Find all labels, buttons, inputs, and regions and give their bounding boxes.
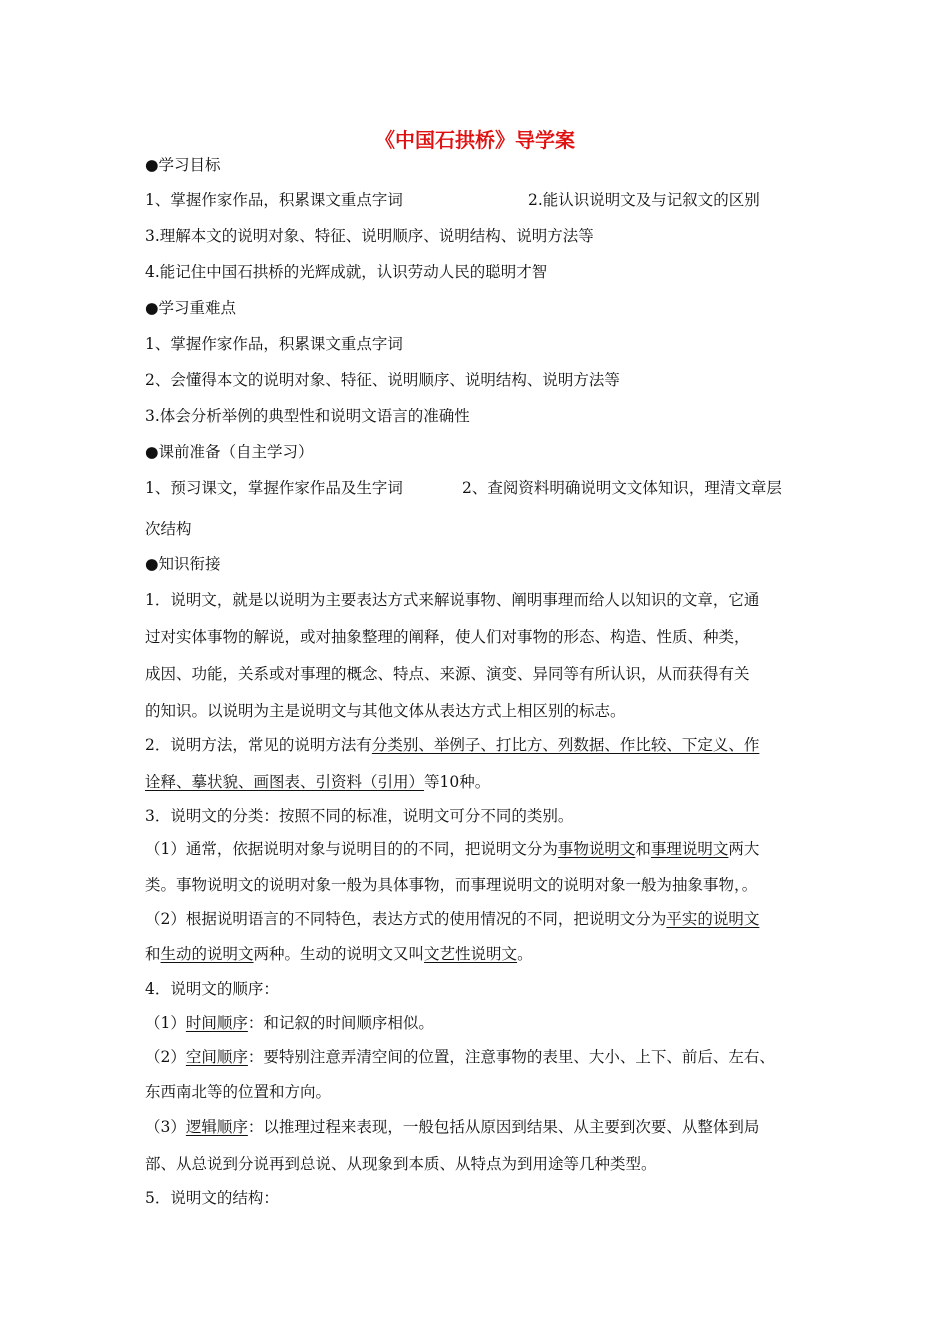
underlined-term: 平实的说明文 [666,910,760,928]
underlined-term: 文艺性说明文 [424,945,518,963]
knowledge-4-2-line-2: 东西南北等的位置和方向。 [145,1083,332,1101]
goal-4: 4.能记住中国石拱桥的光辉成就，认识劳动人民的聪明才智 [145,263,548,281]
prep-item-2-cont: 次结构 [145,520,192,538]
knowledge-4-1 [145,1011,434,1033]
goal-3: 3.理解本文的说明对象、特征、说明顺序、说明结构、说明方法等 [145,227,594,245]
goal-2: 2.能认识说明文及与记叙文的区别 [528,191,760,209]
knowledge-3-1-line-2: 类。事物说明文的说明对象一般为具体事物，而事理说明文的说明对象一般为抽象事物，。 [145,876,758,894]
underlined-term: 时间顺序 [185,1014,248,1032]
prep-item-2: 2、查阅资料明确说明文文体知识，理清文章层 [462,479,782,497]
text-run: ：要特别注意弄清空间的位置，注意事物的表里、大小、上下、前后、左右、 [247,1048,775,1066]
text-run: （1）通常，依据说明对象与说明目的的不同，把说明文分为 [145,840,558,858]
key-point-3: 3.体会分析举例的典型性和说明文语言的准确性 [145,407,470,425]
knowledge-3-2-line-2 [145,942,533,964]
text-run: 。 [517,945,533,963]
key-point-2: 2、会懂得本文的说明对象、特征、说明顺序、说明结构、说明方法等 [145,371,620,389]
knowledge-5-line-1: 5．说明文的结构： [145,1189,279,1207]
knowledge-1-line-2: 过对实体事物的解说，或对抽象整理的阐释，使人们对事物的形态、构造、性质、种类， [145,628,750,646]
goal-1: 1、掌握作家作品，积累课文重点字词 [145,191,403,209]
section-heading-goals: ●学习目标 [145,156,221,174]
underlined-term: 事物说明文 [557,840,636,858]
key-point-1: 1、掌握作家作品，积累课文重点字词 [145,335,403,353]
text-run: 和 [635,840,651,858]
knowledge-4-3-line-1 [145,1115,759,1137]
section-heading-preparation: ●课前准备（自主学习） [145,443,314,461]
underlined-term: 空间顺序 [185,1048,248,1066]
prep-item-1: 1、预习课文，掌握作家作品及生字词 [145,479,403,497]
knowledge-4-line-1: 4．说明文的顺序： [145,980,279,998]
knowledge-4-2-line-1 [145,1045,775,1067]
text-run: 两大 [728,840,760,858]
knowledge-3-1-line-1 [145,837,759,859]
page-title: 《中国石拱桥》导学案 [375,128,575,152]
knowledge-3-line-1: 3．说明文的分类：按照不同的标准，说明文可分不同的类别。 [145,807,574,825]
text-run: 和 [145,945,161,963]
text-run: （1） [145,1014,186,1032]
section-heading-knowledge: ●知识衔接 [145,555,221,573]
knowledge-2-line-1 [145,733,759,755]
text-run: 等10种。 [424,773,491,791]
knowledge-1-line-1: 1．说明文，就是以说明为主要表达方式来解说事物、阐明事理而给人以知识的文章，它通 [145,591,760,609]
underlined-term: 事理说明文 [650,840,729,858]
knowledge-3-2-line-1 [145,907,759,929]
knowledge-1-line-3: 成因、功能，关系或对事理的概念、特点、来源、演变、异同等有所认识，从而获得有关 [145,665,750,683]
text-run: ：和记叙的时间顺序相似。 [247,1014,434,1032]
text-run: （3） [145,1118,186,1136]
text-run: 两种。生动的说明文又叫 [253,945,425,963]
text-run: （2）根据说明语言的不同特色，表达方式的使用情况的不同，把说明文分为 [145,910,667,928]
knowledge-2-line-2 [145,770,490,792]
text-run: ：以推理过程来表现，一般包括从原因到结果、从主要到次要、从整体到局 [247,1118,760,1136]
underlined-term: 分类别、举例子、打比方、列数据、作比较、下定义、作 [371,736,760,754]
knowledge-4-3-line-2: 部、从总说到分说再到总说、从现象到本质、从特点为到用途等几种类型。 [145,1155,657,1173]
text-run: 2．说明方法，常见的说明方法有 [145,736,372,754]
knowledge-1-line-4: 的知识。以说明为主是说明文与其他文体从表达方式上相区别的标志。 [145,702,626,720]
underlined-term: 逻辑顺序 [185,1118,248,1136]
underlined-term: 生动的说明文 [160,945,254,963]
underlined-term: 诠释、摹状貌、画图表、引资料（引用） [145,773,425,791]
section-heading-key-points: ●学习重难点 [145,299,237,317]
text-run: （2） [145,1048,186,1066]
